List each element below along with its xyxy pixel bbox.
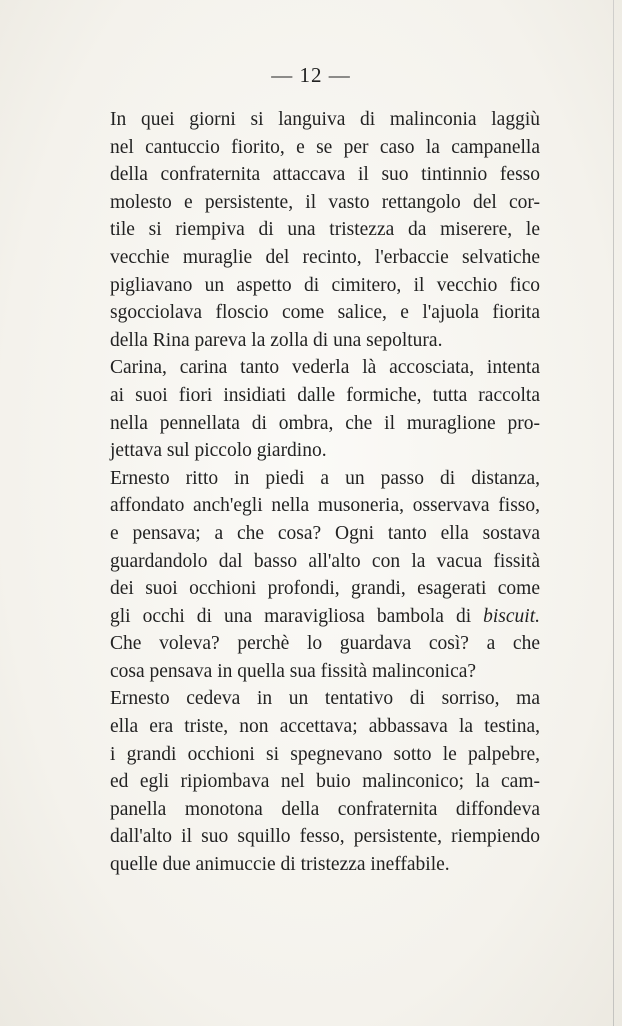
text-line-content: Carina, carina tanto vederla là accosciata, intenta <box>110 357 540 379</box>
text-line <box>110 299 540 327</box>
text-line-content: panella monotona della confraternita diffondeva <box>110 798 540 820</box>
text-line-content: Che voleva? perchè lo guardava così? a che <box>110 633 540 655</box>
body-text <box>110 106 540 879</box>
text-line <box>110 548 540 576</box>
text-line-content: nel cantuccio fiorito, e se per caso la campanella <box>110 136 540 158</box>
text-line-content: In quei giorni si languiva di malinconia laggiù <box>110 109 540 130</box>
text-line <box>110 382 540 410</box>
text-line <box>110 189 540 217</box>
text-line-content: guardandolo dal basso all'alto con la vacua fissità <box>110 550 540 572</box>
text-line-content: nella pennellata di ombra, che il muraglione pro- <box>110 412 540 434</box>
text-line <box>110 492 540 520</box>
text-line <box>110 575 540 603</box>
text-line-content: dall'alto il suo squillo fesso, persistente, riempiendo <box>110 826 540 848</box>
text-line-content: sgocciolava floscio come salice, e l'ajuola fiorita <box>110 302 540 324</box>
text-line <box>110 216 540 244</box>
text-line <box>110 244 540 272</box>
text-line <box>110 327 540 355</box>
text-line <box>110 520 540 548</box>
text-line <box>110 354 540 382</box>
text-line <box>110 796 540 824</box>
text-line <box>110 685 540 713</box>
text-line-content: Ernesto ritto in piedi a un passo di distanza, <box>110 467 540 489</box>
text-line-content: ed egli ripiombava nel buio malinconico; la cam- <box>110 771 540 793</box>
text-line-content: vecchie muraglie del recinto, l'erbaccie selvatiche <box>110 246 540 268</box>
text-line-content: cosa pensava in quella sua fissità malinconica? <box>110 660 477 682</box>
text-line-content: Ernesto cedeva in un tentativo di sorriso, ma <box>110 688 540 710</box>
text-line <box>110 465 540 493</box>
text-line <box>110 437 540 465</box>
text-line-content: jettava sul piccolo giardino. <box>110 440 327 462</box>
text-line <box>110 410 540 438</box>
text-line <box>110 741 540 769</box>
text-line-content: dei suoi occhioni profondi, grandi, esagerati come <box>110 578 540 600</box>
text-line <box>110 603 540 631</box>
page-edge <box>613 0 614 1026</box>
page-number: — 12 — <box>271 63 351 87</box>
text-line-content: molesto e persistente, il vasto rettangolo del cor- <box>110 191 540 213</box>
text-line-content: gli occhi di una maravigliosa bambola di <box>110 605 472 627</box>
text-line <box>110 134 540 162</box>
text-line <box>110 630 540 658</box>
text-line-content: tile si riempiva di una tristezza da miserere, le <box>110 219 540 241</box>
text-line-content: i grandi occhioni si spegnevano sotto le palpebre, <box>110 743 540 765</box>
text-line <box>110 823 540 851</box>
text-line <box>110 713 540 741</box>
text-line <box>110 768 540 796</box>
text-line <box>110 161 540 189</box>
text-line-content: della Rina pareva la zolla di una sepoltura. <box>110 329 443 351</box>
text-line <box>110 272 540 300</box>
text-line <box>110 106 540 134</box>
text-line-content: e pensava; a che cosa? Ogni tanto ella sostava <box>110 522 540 544</box>
italic-word: biscuit. <box>483 605 541 627</box>
text-line-content: pigliavano un aspetto di cimitero, il vecchio fico <box>110 274 540 296</box>
text-line-content: ella era triste, non accettava; abbassava la testina, <box>110 716 540 738</box>
text-line-content: ai suoi fiori insidiati dalle formiche, tutta raccolta <box>110 384 540 406</box>
text-line <box>110 851 540 879</box>
text-line-content: della confraternita attaccava il suo tintinnio fesso <box>110 164 540 186</box>
text-line <box>110 658 540 686</box>
text-line-content: quelle due animuccie di tristezza ineffabile. <box>110 854 450 876</box>
text-line-content: affondato anch'egli nella musoneria, osservava fisso, <box>110 495 540 517</box>
